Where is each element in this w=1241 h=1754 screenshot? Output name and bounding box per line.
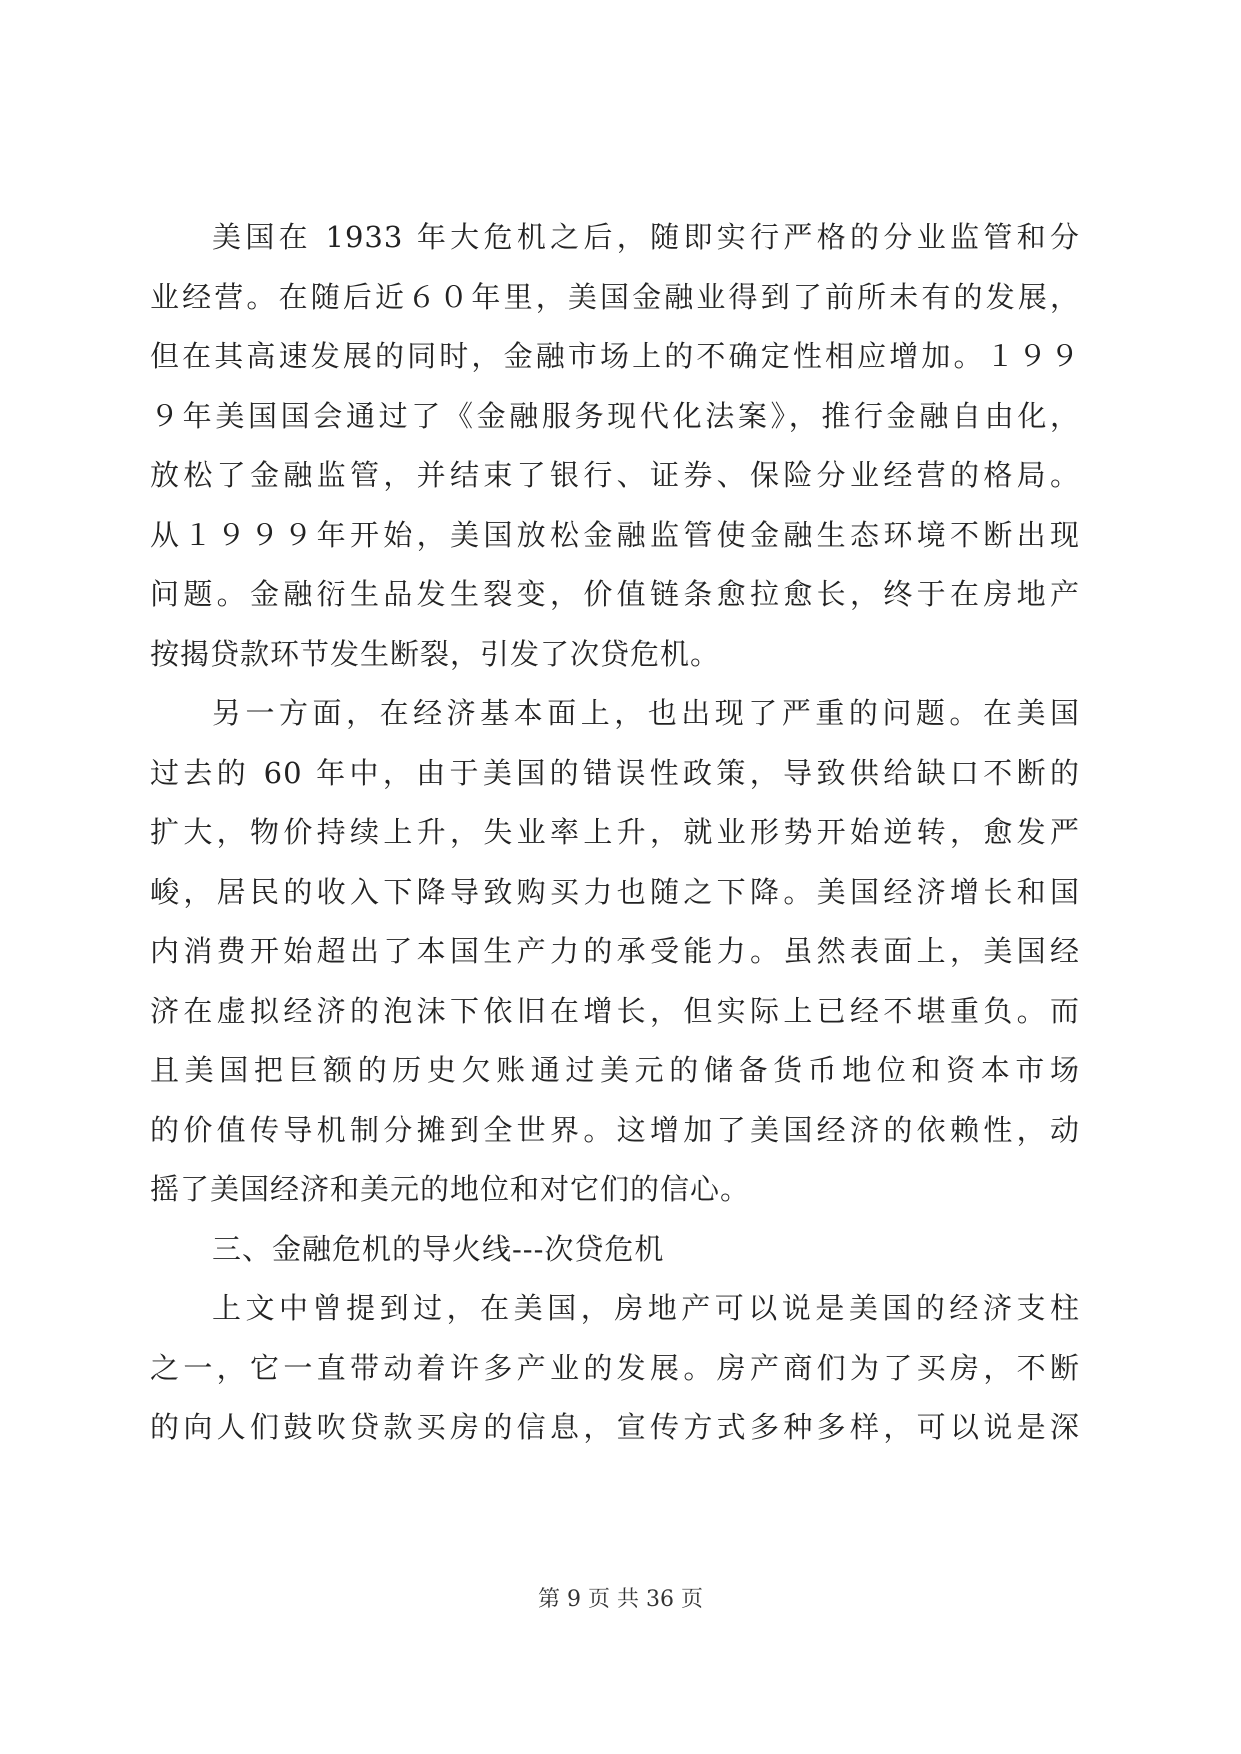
paragraph-line: 扩大，物价持续上升，失业率上升，就业形势开始逆转，愈发严	[150, 815, 1080, 849]
paragraph-line: 之一，它一直带动着许多产业的发展。房产商们为了买房，不断	[150, 1350, 1080, 1385]
paragraph-line: 问题。金融衍生品发生裂变，价值链条愈拉愈长，终于在房地产	[150, 577, 1080, 611]
paragraph-line: 按揭贷款环节发生断裂，引发了次贷危机。	[150, 636, 721, 671]
section-heading: 三、金融危机的导火线---次贷危机	[212, 1231, 665, 1266]
paragraph-line: 业经营。在随后近６０年里，美国金融业得到了前所未有的发展，	[150, 279, 1080, 314]
paragraph-line: ９年美国国会通过了《金融服务现代化法案》，推行金融自由化，	[150, 398, 1080, 433]
paragraph-line: 但在其高速发展的同时，金融市场上的不确定性相应增加。１９９	[150, 339, 1080, 373]
paragraph-line: 放松了金融监管，并结束了银行、证券、保险分业经营的格局。	[150, 458, 1080, 492]
paragraph-line: 济在虚拟经济的泡沫下依旧在增长，但实际上已经不堪重负。而	[150, 993, 1080, 1028]
paragraph-line: 的价值传导机制分摊到全世界。这增加了美国经济的依赖性，动	[150, 1112, 1080, 1147]
page-number-footer: 第 9 页 共 36 页	[538, 1587, 703, 1612]
paragraph-line: 摇了美国经济和美元的地位和对它们的信心。	[150, 1172, 751, 1206]
paragraph-line: 的向人们鼓吹贷款买房的信息，宣传方式多种多样，可以说是深	[150, 1410, 1080, 1444]
paragraph-line: 内消费开始超出了本国生产力的承受能力。虽然表面上，美国经	[150, 934, 1080, 968]
paragraph-line: 峻，居民的收入下降导致购买力也随之下降。美国经济增长和国	[150, 874, 1080, 909]
paragraph-line: 且美国把巨额的历史欠账通过美元的储备货币地位和资本市场	[150, 1053, 1080, 1087]
paragraph-line: 过去的 60 年中，由于美国的错误性政策，导致供给缺口不断的	[150, 755, 1080, 790]
paragraph-line: 从１９９９年开始，美国放松金融监管使金融生态环境不断出现	[150, 517, 1080, 552]
document-body	[150, 208, 1080, 1458]
paragraph-line: 美国在 1933 年大危机之后，随即实行严格的分业监管和分	[212, 220, 1080, 254]
paragraph-line: 另一方面，在经济基本面上，也出现了严重的问题。在美国	[212, 696, 1080, 730]
paragraph-line: 上文中曾提到过，在美国，房地产可以说是美国的经济支柱	[212, 1291, 1080, 1325]
